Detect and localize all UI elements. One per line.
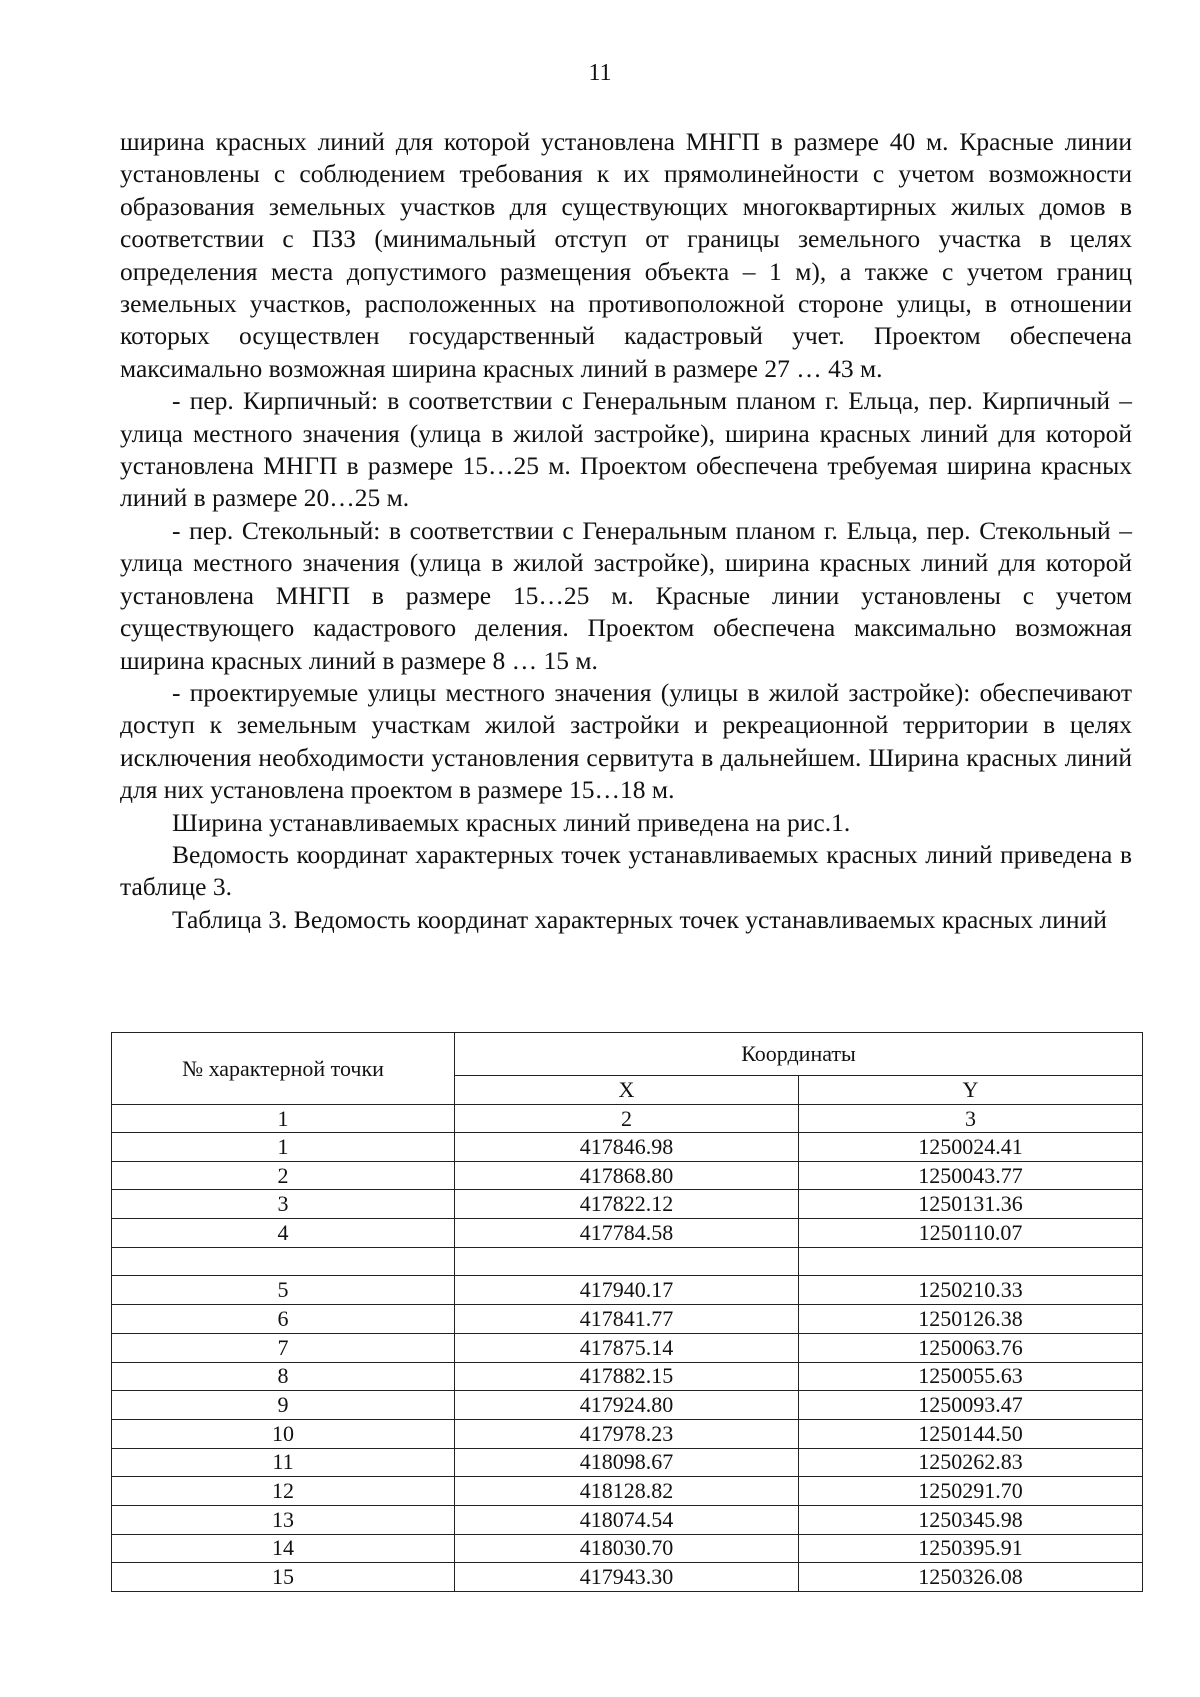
y-coordinate-cell: 1250093.47	[799, 1391, 1143, 1420]
x-coordinate-cell: 418098.67	[455, 1448, 799, 1477]
table-caption: Таблица 3. Ведомость координат характерных точек устанавливаемых красных линий	[172, 904, 1107, 934]
column-number-1: 1	[112, 1105, 455, 1133]
x-coordinate-cell: 417940.17	[455, 1276, 799, 1305]
table-row	[112, 1477, 1143, 1506]
table-row	[112, 1219, 1143, 1248]
y-coordinate-cell: 1250043.77	[799, 1161, 1143, 1190]
header-point-number: № характерной точки	[112, 1033, 455, 1105]
y-coordinate-cell: 1250291.70	[799, 1477, 1143, 1506]
x-coordinate-cell: 418030.70	[455, 1534, 799, 1563]
point-number-cell: 3	[112, 1190, 455, 1219]
table-row	[112, 1534, 1143, 1563]
table-row	[112, 1190, 1143, 1219]
x-coordinate-cell: 417846.98	[455, 1133, 799, 1162]
paragraph-stekolny-lane: - пер. Стекольный: в соответствии с Генеральным планом г. Ельца, пер. Стекольный – улица местного значения (улица в жилой застройке), ширина красных линий для которой установлена МНГП в размере 15…25 м. Красные линии установлены с учетом существующего кадастрового деления. Проектом обеспечена максимально возможная ширина красных линий в размере 8 … 15 м.	[120, 515, 1132, 675]
y-coordinate-cell: 1250326.08	[799, 1563, 1143, 1592]
table-row	[112, 1161, 1143, 1190]
point-number-cell	[112, 1247, 455, 1276]
x-coordinate-cell: 417882.15	[455, 1362, 799, 1391]
y-coordinate-cell: 1250262.83	[799, 1448, 1143, 1477]
point-number-cell: 14	[112, 1534, 455, 1563]
table-row	[112, 1133, 1143, 1162]
x-coordinate-cell: 417943.30	[455, 1563, 799, 1592]
table-row	[112, 1362, 1143, 1391]
coordinates-table-wrapper	[111, 1032, 1142, 1592]
point-number-cell: 15	[112, 1563, 455, 1592]
x-coordinate-cell: 417868.80	[455, 1161, 799, 1190]
point-number-cell: 11	[112, 1448, 455, 1477]
y-coordinate-cell: 1250024.41	[799, 1133, 1143, 1162]
x-coordinate-cell: 417822.12	[455, 1190, 799, 1219]
point-number-cell: 13	[112, 1505, 455, 1534]
y-coordinate-cell: 1250110.07	[799, 1219, 1143, 1248]
table-row	[112, 1448, 1143, 1477]
x-coordinate-cell: 418074.54	[455, 1505, 799, 1534]
point-number-cell: 2	[112, 1161, 455, 1190]
y-coordinate-cell: 1250131.36	[799, 1190, 1143, 1219]
point-number-cell: 1	[112, 1133, 455, 1162]
point-number-cell: 5	[112, 1276, 455, 1305]
x-coordinate-cell: 418128.82	[455, 1477, 799, 1506]
table-row	[112, 1391, 1143, 1420]
x-coordinate-cell	[455, 1247, 799, 1276]
y-coordinate-cell	[799, 1247, 1143, 1276]
paragraph-figure-reference: Ширина устанавливаемых красных линий приведена на рис.1.	[172, 807, 851, 837]
header-y: Y	[799, 1076, 1143, 1105]
table-body	[112, 1133, 1143, 1592]
x-coordinate-cell: 417875.14	[455, 1333, 799, 1362]
point-number-cell: 12	[112, 1477, 455, 1506]
y-coordinate-cell: 1250144.50	[799, 1419, 1143, 1448]
y-coordinate-cell: 1250395.91	[799, 1534, 1143, 1563]
y-coordinate-cell: 1250063.76	[799, 1333, 1143, 1362]
x-coordinate-cell: 417924.80	[455, 1391, 799, 1420]
coordinates-table	[111, 1032, 1143, 1592]
page-number: 11	[588, 60, 612, 86]
table-row	[112, 1333, 1143, 1362]
y-coordinate-cell: 1250126.38	[799, 1305, 1143, 1334]
column-number-2: 2	[455, 1105, 799, 1133]
table-row	[112, 1276, 1143, 1305]
x-coordinate-cell: 417978.23	[455, 1419, 799, 1448]
header-coordinates: Координаты	[455, 1033, 1143, 1076]
point-number-cell: 8	[112, 1362, 455, 1391]
x-coordinate-cell: 417841.77	[455, 1305, 799, 1334]
point-number-cell: 10	[112, 1419, 455, 1448]
y-coordinate-cell: 1250055.63	[799, 1362, 1143, 1391]
table-row	[112, 1419, 1143, 1448]
table-row	[112, 1305, 1143, 1334]
y-coordinate-cell: 1250210.33	[799, 1276, 1143, 1305]
column-number-3: 3	[799, 1105, 1143, 1133]
point-number-cell: 9	[112, 1391, 455, 1420]
table-row-separator	[112, 1247, 1143, 1276]
paragraph-kirpichny-lane: - пер. Кирпичный: в соответствии с Генеральным планом г. Ельца, пер. Кирпичный – улица местного значения (улица в жилой застройке), ширина красных линий для которой установлена МНГП в размере 15…25 м. Проектом обеспечена требуемая ширина красных линий в размере 20…25 м.	[120, 386, 1132, 513]
paragraph-red-lines-width: ширина красных линий для которой установлена МНГП в размере 40 м. Красные линии установлены с соблюдением требования к их прямолинейности с учетом возможности образования земельных участков для существующих многоквартирных жилых домов в соответствии с ПЗЗ (минимальный отступ от границы земельного участка в целях определения места допустимого размещения объекта – 1 м), а также с учетом границ земельных участков, расположенных на противоположной стороне улицы, в отношении которых осуществлен государственный кадастровый учет. Проектом обеспечена максимально возможная ширина красных линий в размере 27 … 43 м.	[120, 127, 1132, 383]
table-row	[112, 1505, 1143, 1534]
point-number-cell: 6	[112, 1305, 455, 1334]
table-row	[112, 1563, 1143, 1592]
paragraph-table-reference: Ведомость координат характерных точек устанавливаемых красных линий приведена в таблице 3.	[120, 839, 1132, 902]
paragraph-projected-streets: - проектируемые улицы местного значения (улицы в жилой застройке): обеспечивают доступ к земельным участкам жилой застройки и рекреационной территории в целях исключения необходимости установления сервитута в дальнейшем. Ширина красных линий для них установлена проектом в размере 15…18 м.	[120, 677, 1132, 805]
y-coordinate-cell: 1250345.98	[799, 1505, 1143, 1534]
point-number-cell: 7	[112, 1333, 455, 1362]
x-coordinate-cell: 417784.58	[455, 1219, 799, 1248]
header-x: X	[455, 1076, 799, 1105]
point-number-cell: 4	[112, 1219, 455, 1248]
body-text	[120, 126, 1132, 936]
